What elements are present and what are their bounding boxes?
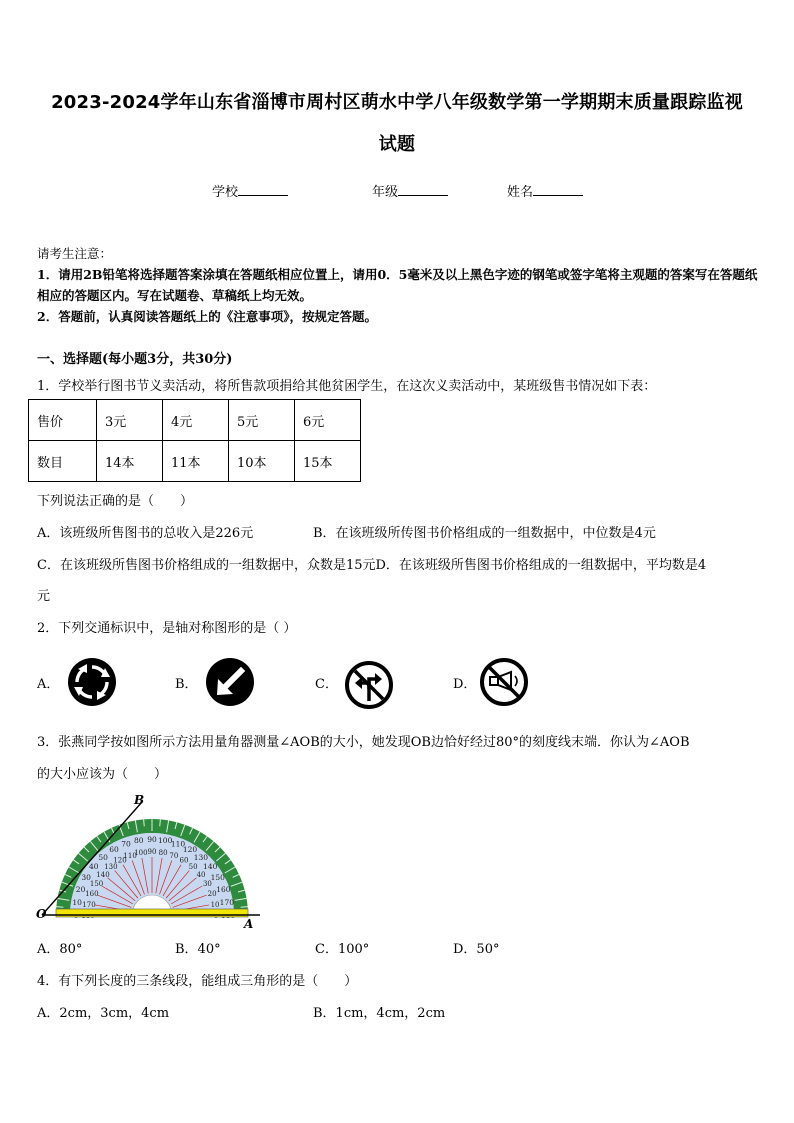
protractor-tick-label: 10 [210,900,220,909]
q4-option-a[interactable]: A．2cm，3cm，4cm [37,1006,170,1021]
school-label: 学校 [212,185,239,200]
protractor-tick-label: 120 [113,856,127,865]
protractor-tick-label: 170 [82,900,96,909]
q1-sales-table [28,399,361,482]
protractor-tick-label: 130 [193,852,209,862]
protractor-figure [34,790,266,930]
protractor-tick-label: 50 [98,852,108,862]
q2-label-c[interactable]: C． [315,677,338,692]
protractor-tick-label: 20 [207,890,217,899]
table-cell: 10本 [229,441,295,482]
name-label: 姓名 [507,185,534,200]
table-cell: 数目 [29,441,97,482]
protractor-tick-label: 20 [75,885,86,895]
q1-option-d-continued: 元 [37,589,51,604]
school-blank[interactable] [238,183,288,196]
roundabout-sign-icon[interactable] [66,656,118,708]
label-b: B [134,793,145,807]
q3-stem-continued: 的大小应该为（ ） [37,767,168,782]
protractor-tick-label: 100 [158,836,173,846]
page-title: 2023-2024学年山东省淄博市周村区萌水中学八年级数学第一学期期末质量跟踪监视 [51,92,743,113]
table-cell: 14本 [97,441,163,482]
protractor-tick-label: 10 [72,897,82,907]
q3-option-a[interactable]: A．80° [37,942,83,957]
protractor-tick [56,907,63,908]
protractor-tick-label: 60 [179,856,189,865]
q4-stem: 4．有下列长度的三条线段，能组成三角形的是（ ） [37,974,358,989]
protractor-tick [241,907,248,908]
protractor-tick [160,819,161,826]
student-info-fields [0,181,794,201]
q3-stem: 3．张燕同学按如图所示方法用量角器测量∠AOB的大小，她发现OB边恰好经过80°的刻度线末端．你认为∠AOB [37,735,690,750]
table-cell: 售价 [29,400,97,441]
protractor-tick-label: 40 [89,862,99,872]
protractor-tick-label: 60 [109,845,119,855]
no-turn-sign-icon[interactable] [343,659,395,711]
exam-notice [37,243,759,327]
protractor-tick-label: 120 [182,845,198,855]
protractor-baseline-bar [56,909,248,917]
q2-label-a[interactable]: A． [37,677,60,692]
protractor-tick-label: 80 [134,836,144,846]
protractor-tick [144,819,145,826]
protractor-tick-label: 50 [188,862,198,871]
table-row [29,441,361,482]
table-cell: 3元 [97,400,163,441]
grade-label: 年级 [372,185,399,200]
protractor-tick-label: 80 [158,848,168,857]
protractor-tick-label: 160 [216,885,231,895]
section-heading: 一、选择题(每小题3分，共30分) [37,352,233,367]
grade-field[interactable] [372,181,448,200]
protractor-tick-label: 160 [85,890,99,899]
name-blank[interactable] [533,183,583,196]
q2-stem: 2．下列交通标识中，是轴对称图形的是（ ） [37,621,297,636]
q1-stem: 1．学校举行图书节义卖活动，将所售款项捐给其他贫困学生，在这次义卖活动中，某班级售书情况如下表： [37,379,657,394]
q1-option-b[interactable]: B．在该班级所传图书价格组成的一组数据中，中位数是4元 [313,526,656,541]
table-row [29,400,361,441]
q3-option-d[interactable]: D．50° [453,942,500,957]
q1-prompt: 下列说法正确的是（ ） [37,494,194,509]
q2-label-d[interactable]: D． [453,677,477,692]
q2-label-b[interactable]: B． [175,677,198,692]
protractor-tick-label: 30 [81,873,91,882]
q3-option-c[interactable]: C．100° [315,942,370,957]
protractor-tick-label: 110 [123,851,137,860]
no-horn-sign-icon[interactable] [478,656,530,708]
protractor-tick-label: 30 [202,880,212,888]
protractor-tick-label: 70 [169,851,179,860]
notice-heading: 请考生注意： [37,246,113,261]
notice-item-2: 2．答题前，认真阅读答题纸上的《注意事项》，按规定答题。 [37,309,377,324]
table-cell: 11本 [163,441,229,482]
protractor-tick-label: 90 [147,835,157,844]
table-cell: 5元 [229,400,295,441]
q3-option-b[interactable]: B．40° [175,942,221,957]
table-cell: 6元 [295,400,361,441]
table-cell: 15本 [295,441,361,482]
protractor-tick-label: 150 [89,880,104,888]
q1-option-cd[interactable]: C．在该班级所售图书价格组成的一组数据中，众数是15元D．在该班级所售图书价格组成的一组数据中，平均数是4 [37,558,707,573]
name-field[interactable] [507,181,583,200]
notice-item-1: 1．请用2B铅笔将选择题答案涂填在答题纸相应位置上，请用0．5毫米及以上黑色字迹的钢笔或签字笔将主观题的答案写在答题纸相应的答题区内。写在试题卷、草稿纸上均无效。 [37,267,758,303]
protractor-tick-label: 40 [196,870,206,879]
label-a: A [244,917,254,930]
diagonal-arrow-sign-icon[interactable] [204,656,256,708]
protractor-tick-label: 170 [219,897,235,907]
q4-option-b[interactable]: B．1cm，4cm，2cm [313,1006,446,1021]
protractor-tick-label: 90 [147,848,157,856]
protractor-tick-label: 100 [134,848,148,857]
q1-option-a[interactable]: A．该班级所售图书的总收入是226元 [37,526,254,541]
protractor-tick-label: 130 [104,862,118,871]
table-cell: 4元 [163,400,229,441]
protractor-tick-label: 110 [170,839,186,849]
label-o: O [36,907,47,921]
page-title-continued: 试题 [378,134,416,155]
school-field[interactable] [212,181,288,200]
protractor-tick-label: 140 [203,862,218,872]
protractor-tick-label: 150 [210,873,225,882]
protractor-tick-label: 140 [96,870,110,879]
grade-blank[interactable] [398,183,448,196]
protractor-tick-label: 70 [121,839,131,849]
